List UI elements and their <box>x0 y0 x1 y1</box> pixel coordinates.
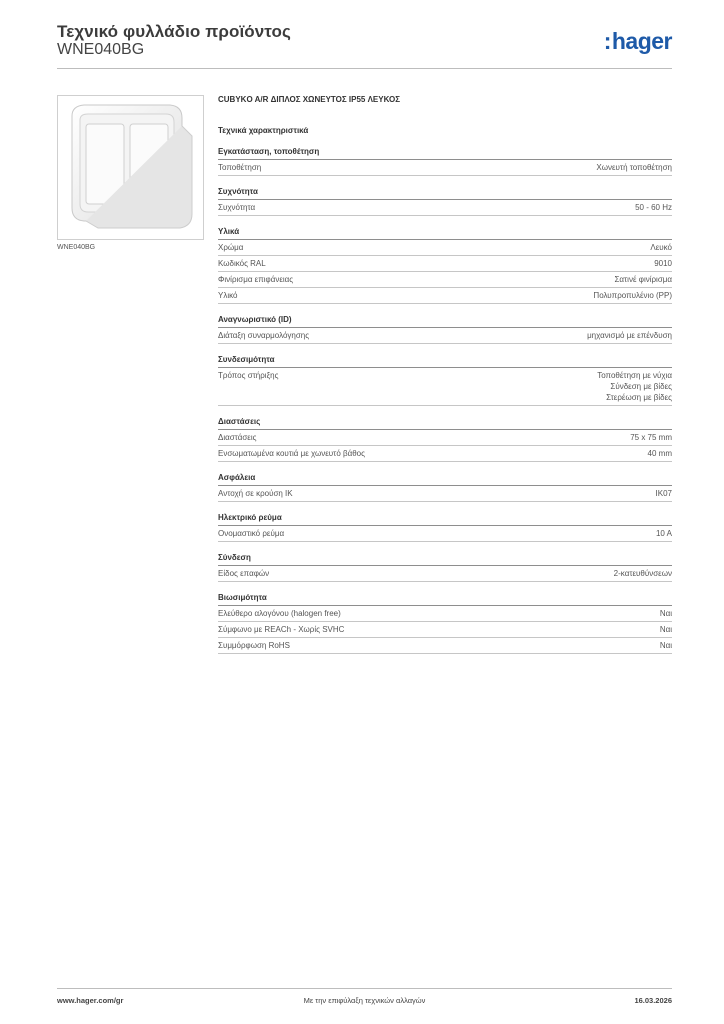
spec-group <box>218 417 672 462</box>
product-photo <box>57 95 204 240</box>
header-divider <box>57 68 672 69</box>
spec-groups <box>218 147 672 654</box>
spec-group-title: Συχνότητα <box>218 187 672 200</box>
spec-label: Συχνότητα <box>218 203 256 212</box>
footer-divider <box>57 988 672 989</box>
spec-row <box>218 160 672 176</box>
spec-value <box>648 448 672 459</box>
spec-value-line: μηχανισμό με επένδυση <box>587 331 672 340</box>
spec-row <box>218 526 672 542</box>
spec-label: Αντοχή σε κρούση IK <box>218 489 293 498</box>
spec-group <box>218 147 672 176</box>
spec-label: Υλικό <box>218 291 238 300</box>
spec-row <box>218 622 672 638</box>
photo-caption: WNE040BG <box>57 244 96 251</box>
spec-value-line: 9010 <box>654 259 672 268</box>
spec-value-line: Σατινέ φινίρισμα <box>614 275 672 284</box>
spec-value <box>614 568 672 579</box>
spec-group <box>218 187 672 216</box>
spec-row <box>218 446 672 462</box>
spec-value-line: 10 A <box>655 529 672 538</box>
spec-value-line: 50 - 60 Hz <box>635 203 672 212</box>
page-header <box>57 20 672 68</box>
spec-group-title: Αναγνωριστικό (ID) <box>218 315 672 328</box>
spec-value-line: 75 x 75 mm <box>630 433 672 442</box>
spec-group-title: Ηλεκτρικό ρεύμα <box>218 513 672 526</box>
spec-value-line: Ναι <box>659 609 672 618</box>
spec-label: Ελεύθερο αλογόνου (halogen free) <box>218 609 341 618</box>
spec-value <box>660 640 672 651</box>
spec-label: Χρώμα <box>218 243 244 252</box>
spec-value-line: Λευκό <box>650 243 672 252</box>
spec-value <box>593 290 672 301</box>
logo-text: hager <box>611 28 672 54</box>
spec-row <box>218 328 672 344</box>
spec-group-title: Σύνδεση <box>218 553 672 566</box>
spec-row <box>218 272 672 288</box>
spec-label: Τοποθέτηση <box>218 163 262 172</box>
spec-value-line: 2-κατευθύνσεων <box>613 569 672 578</box>
switch-image <box>58 96 203 239</box>
spec-group <box>218 553 672 582</box>
spec-value <box>660 624 672 635</box>
spec-label: Είδος επαφών <box>218 569 270 578</box>
spec-group <box>218 473 672 502</box>
spec-value-line: Χωνευτή τοποθέτηση <box>596 163 672 172</box>
spec-value <box>614 274 672 285</box>
spec-value-line: Ναι <box>659 625 672 634</box>
spec-label: Διάταξη συναρμολόγησης <box>218 331 310 340</box>
spec-value-line: Σύνδεση με βίδες <box>610 382 672 391</box>
spec-label: Ενσωματωμένα κουτιά με χωνευτό βάθος <box>218 449 365 458</box>
spec-value <box>656 488 672 499</box>
spec-group <box>218 315 672 344</box>
spec-group <box>218 227 672 304</box>
spec-row <box>218 486 672 502</box>
spec-row <box>218 638 672 654</box>
spec-row <box>218 240 672 256</box>
product-code: WNE040BG <box>57 41 145 58</box>
spec-value <box>656 528 672 539</box>
spec-value <box>650 242 672 253</box>
spec-group-title: Συνδεσιμότητα <box>218 355 672 368</box>
spec-row <box>218 200 672 216</box>
spec-group-title: Βιωσιμότητα <box>218 593 672 606</box>
spec-label: Τρόπος στήριξης <box>218 371 279 380</box>
spec-value-line: IK07 <box>655 489 672 498</box>
spec-label: Συμμόρφωση RoHS <box>218 641 290 650</box>
product-name: CUBYKO A/R ΔΙΠΛΟΣ ΧΩΝΕΥΤΟΣ IP55 ΛΕΥΚΟΣ <box>218 95 401 104</box>
specifications <box>218 95 672 665</box>
spec-value <box>654 258 672 269</box>
spec-label: Φινίρισμα επιφάνειας <box>218 275 294 284</box>
spec-value <box>630 432 672 443</box>
spec-group-title: Διαστάσεις <box>218 417 672 430</box>
spec-row <box>218 566 672 582</box>
document-title: Τεχνικό φυλλάδιο προϊόντος <box>57 22 291 41</box>
spec-group <box>218 513 672 542</box>
spec-group-title: Ασφάλεια <box>218 473 672 486</box>
spec-value-line: Στερέωση με βίδες <box>606 393 672 402</box>
spec-group <box>218 355 672 406</box>
spec-value-line: Τοποθέτηση με νύχια <box>597 371 672 380</box>
spec-row <box>218 430 672 446</box>
spec-value-line: 40 mm <box>647 449 672 458</box>
spec-label: Ονομαστικό ρεύμα <box>218 529 285 538</box>
spec-group <box>218 593 672 654</box>
spec-value <box>635 202 672 213</box>
spec-value-line: Πολυπροπυλένιο (PP) <box>593 291 672 300</box>
technical-characteristics-title: Τεχνικά χαρακτηριστικά <box>218 126 309 135</box>
spec-value <box>596 162 672 173</box>
spec-value-line: Ναι <box>659 641 672 650</box>
spec-row <box>218 368 672 406</box>
spec-group-title: Υλικά <box>218 227 672 240</box>
spec-value <box>597 370 672 403</box>
spec-row <box>218 288 672 304</box>
spec-label: Διαστάσεις <box>218 433 257 442</box>
spec-value <box>660 608 672 619</box>
spec-row <box>218 256 672 272</box>
hager-logo: :hager <box>603 28 672 54</box>
website-link[interactable]: www.hager.com/gr <box>57 996 124 1005</box>
spec-group-title: Εγκατάσταση, τοποθέτηση <box>218 147 672 160</box>
changes-notice: Με την επιφύλαξη τεχνικών αλλαγών <box>303 996 426 1005</box>
document-date: 16.03.2026 <box>634 996 672 1005</box>
spec-row <box>218 606 672 622</box>
spec-value <box>587 330 672 341</box>
spec-label: Σύμφωνο με REACh - Χωρίς SVHC <box>218 625 345 634</box>
spec-label: Κωδικός RAL <box>218 259 266 268</box>
